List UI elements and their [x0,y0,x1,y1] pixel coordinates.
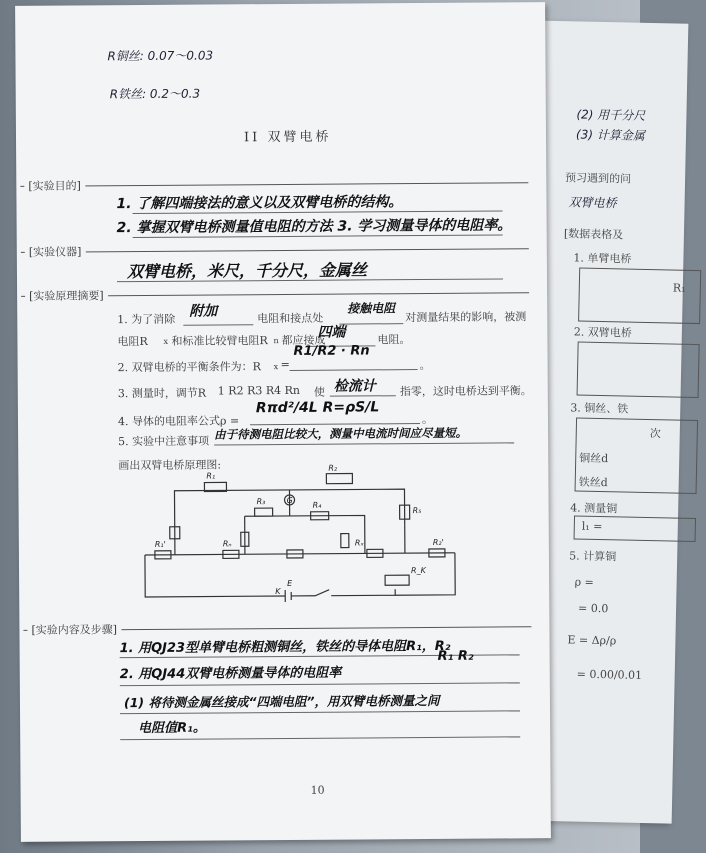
q5-fill: 由于待测电阻比较大，测量中电流时间应尽量短。 [214,425,468,442]
right-line-16: ρ = [574,575,594,589]
q2-text-b: 。 [419,358,431,373]
diagram-caption: 画出双臂电桥原理图: [118,458,222,473]
q1-fill-1: 附加 [189,303,218,320]
label-rk: R_K [411,566,426,576]
q3-fill: 检流计 [333,378,376,395]
label-r5: R₅ [412,506,422,516]
label-rx: Rₓ [354,538,364,548]
q5-text-a: 5. 实验中注意事项 [118,434,210,449]
section-instruments-label: [实验仪器] [25,243,86,259]
battery [285,590,291,602]
label-r1: R₁ [206,471,216,481]
q2-fill: R1/R2 · Rn [293,343,370,359]
fill-line [330,395,396,396]
label-r3: R₃ [256,497,266,507]
right-line-7: R₁ [672,281,686,295]
fill-line [183,324,253,325]
q1-text-g: 电阻。 [377,333,411,347]
q3-text-d: 指零，这时电桥达到平衡。 [399,384,532,399]
divider [20,182,528,187]
switch-k [291,589,395,596]
answer-line [120,736,520,740]
right-line-8: 2. 双臂电桥 [573,325,633,340]
answer-line [120,710,520,714]
q1-text-f: 都应接成 [281,333,326,348]
section-principle-label: [实验原理摘要] [25,287,108,304]
right-line-15: 5. 计算铜 [569,549,617,564]
q1-text-a: 1. 为了消除 [117,312,176,327]
table-1 [578,268,701,325]
q3-text-c: 使 [313,385,325,399]
q1-sub-x: x [163,336,168,346]
q2-text-eq: = [280,357,290,372]
q1-text-b: 电阻和接点处 [257,311,324,326]
purpose-answer-2: 2. 掌握双臂电桥测量值电阻的方法 3. 学习测量导体的电阻率。 [116,217,512,237]
label-r1p: R₁' [154,539,166,549]
right-line-6: 1. 单臂电桥 [573,251,632,266]
q2-sub-x: x [273,362,279,372]
circuit-wire [245,515,365,554]
label-g: G [286,495,293,505]
right-line-5: [数据表格及 [563,227,624,242]
q4-fill: Rπd²/4L R=ρS/L [255,399,380,417]
resistor-r2 [326,474,352,484]
right-line-1: (2) 用千分尺 [576,107,646,123]
q1-fill-3: 四端 [317,324,346,341]
q3-text-b: 1 R2 R3 R4 Rn [217,383,301,398]
q2-text-a: 2. 双臂电桥的平衡条件为：R [117,360,261,375]
q1-text-c: 对测量结果的影响，被测 [405,310,527,325]
fill-line [290,369,418,371]
right-line-19: = 0.00/0.01 [576,667,643,682]
main-page [15,2,551,842]
label-r2p: R₂' [432,537,444,547]
right-line-12: 铁丝d [578,475,608,490]
label-r2: R₂ [328,463,338,473]
right-line-2: (3) 计算金属 [575,127,645,143]
circuit-wire [145,553,445,555]
right-line-13: 4. 测量铜 [570,501,618,516]
right-line-18: E = Δρ/ρ [567,633,617,648]
procedure-step-2-note: R₁ R₂ [437,648,474,664]
q4-text-b: 。 [421,412,434,427]
instruments-answer: 双臂电桥，米尺，千分尺，金属丝 [126,260,368,282]
right-line-11: 铜丝d [579,451,609,466]
q1-fill-2: 接触电阻 [347,301,396,316]
resistor-r3b [255,508,273,516]
label-k: K [275,587,281,597]
procedure-step-2-1: (1) 将待测金属丝接成“四端电阻”，用双臂电桥测量之间 [123,692,440,711]
section-procedure-label: [实验内容及步骤] [27,621,121,638]
q3-text-a: 3. 测量时，调节R [117,386,207,401]
circuit-wire [145,554,285,597]
procedure-step-2-2: 电阻值R₁。 [138,720,206,737]
fill-line [214,442,514,445]
right-line-3: 预习遇到的问 [564,171,632,186]
label-e: E [287,578,293,588]
divider [21,248,529,253]
procedure-step-1: 1. 用QJ23型单臂电桥粗测铜丝，铁丝的导体电阻R₁，R₂ [119,638,451,657]
table-2 [577,342,700,399]
resistor-rx [341,534,349,548]
right-line-10: 次 [649,427,661,441]
right-line-14: l₁ = [581,519,603,534]
fill-line [339,323,403,324]
section-purpose-label: [实验目的] [24,177,85,193]
q1-sub-n: n [273,336,279,346]
label-rn: Rₙ [222,539,232,549]
procedure-step-2: 2. 用QJ44双臂电桥测量导体的电阻率 [119,665,342,683]
label-r4: R₄ [312,500,322,510]
q4-text-a: 4. 导体的电阻率公式ρ = [117,414,240,429]
header-note-2: R铁丝: 0.2～0.3 [109,86,201,102]
page-title: II 双臂电桥 [243,129,332,146]
resistor-rk [385,575,409,585]
q1-text-d: 电阻R [117,334,148,349]
answer-line [120,682,520,686]
purpose-answer-1: 1. 了解四端接法的意义以及双臂电桥的结构。 [116,194,403,213]
page-number: 10 [310,783,325,797]
right-line-17: = 0.0 [577,601,609,616]
right-line-9: 3. 铜丝、铁 [570,401,629,416]
header-note-1: R铜丝: 0.07～0.03 [107,48,214,64]
right-line-4: 双臂电桥 [568,195,617,211]
q1-text-e: 和标准比较臂电阻R [171,334,268,348]
